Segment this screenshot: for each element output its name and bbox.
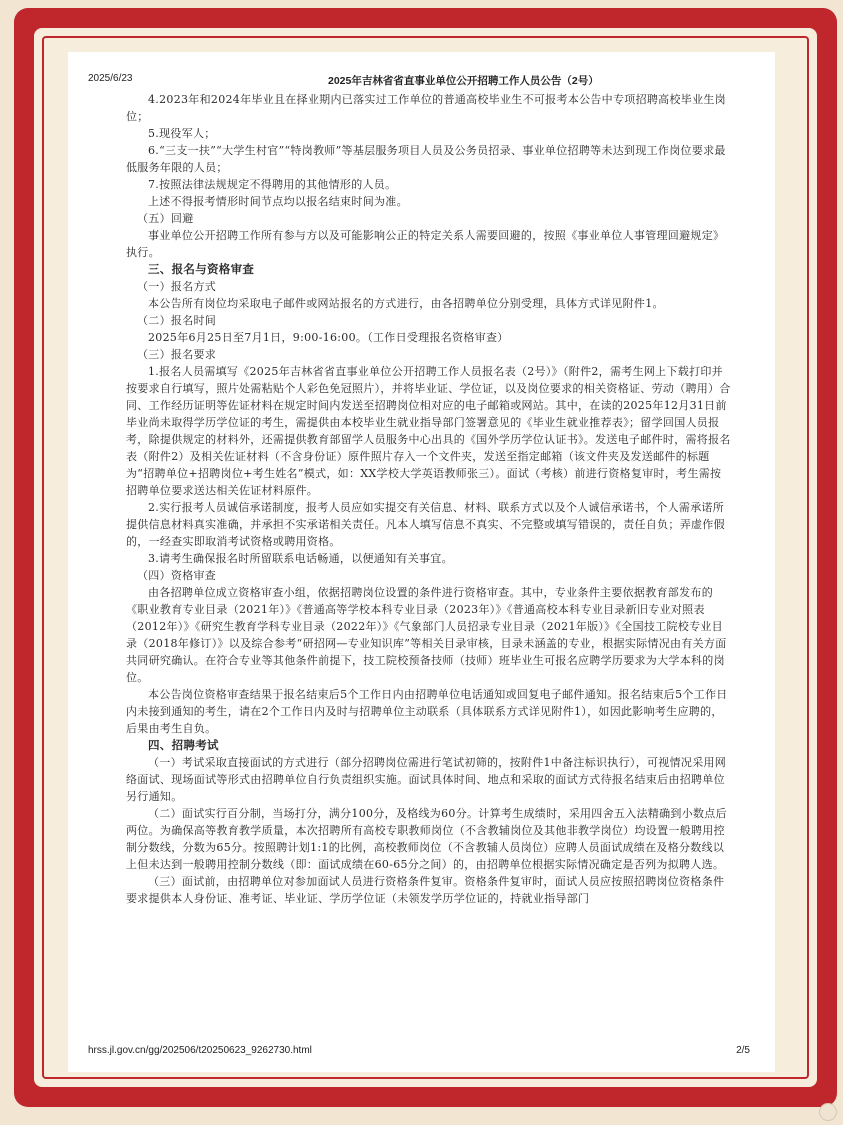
footer-url[interactable]: hrss.jl.gov.cn/gg/202506/t20250623_9262730.html xyxy=(88,1045,312,1056)
document-body xyxy=(126,91,731,907)
paragraph: 由各招聘单位成立资格审查小组，依据招聘岗位设置的条件进行资格审查。其中，专业条件主要依据教育部发布的《职业教育专业目录（2021年）》《普通高等学校本科专业目录（2023年）》《普通高校本科专业目录新旧专业对照表（2012年）》《研究生教育学科专业目录（2022年）》《气象部门人员招录专业目录（2021年版）》《全国技工院校专业目录（2018年修订）》以及综合参考“研招网—专业知识库”等相关目录审核，目录未涵盖的专业，根据实际情况由有关方面共同研究确认。在符合专业等其他条件前提下，技工院校预备技师（技师）班毕业生可报名应聘学历要求为大学本科的岗位。 xyxy=(126,586,727,684)
paragraph: （二）面试实行百分制，当场打分，满分100分，及格线为60分。计算考生成绩时，采用四舍五入法精确到小数点后两位。为确保高等教育教学质量，本次招聘所有高校专职教师岗位（不含教辅岗位及其他非教学岗位）均设置一般聘用控制分数线，分数为65分。按照聘计划1:1的比例，高校教师岗位（不含教辅人员岗位）应聘人员面试成绩在及格分数线以上但未达到一般聘用控制分数线（即：面试成绩在60-65分之间）的，由招聘单位根据实际情况确定是否列为拟聘人选。 xyxy=(126,807,727,871)
section-heading: 四、招聘考试 xyxy=(148,738,219,752)
paragraph: 上述不得报考情形时间节点均以报名结束时间为准。 xyxy=(148,195,408,208)
paragraph: 2.实行报考人员诚信承诺制度，报考人员应如实提交有关信息、材料、联系方式以及个人诚信承诺书，个人需承诺所提供信息材料真实准确，并承担不实承诺相关责任。凡本人填写信息不真实、不完整或填写错误的，责任自负；弄虚作假的，一经查实即取消考试资格或聘用资格。 xyxy=(126,501,725,548)
subsection-heading: （四）资格审查 xyxy=(137,569,217,582)
paragraph: 1.报名人员需填写《2025年吉林省省直事业单位公开招聘工作人员报名表（2号）》（附件2，需考生网上下载打印并按要求自行填写，照片处需粘贴个人彩色免冠照片），并将毕业证、学位证，以及岗位要求的相关资格证、劳动（聘用）合同、工作经历证明等佐证材料在规定时间内发送至招聘岗位相对应的电子邮箱或网站。其中，在读的2025年12月31日前毕业尚未取得学历学位证的考生，需提供由本校毕业生就业指导部门签署意见的《毕业生就业推荐表》；留学回国人员报考，除提供规定的材料外，还需提供教育部留学人员服务中心出具的《国外学历学位认证书》。发送电子邮件时，需将报名表（附件2）及相关佐证材料（不含身份证）原件照片存入一个文件夹，发送至指定邮箱（该文件夹及发送邮件的标题为“招聘单位+招聘岗位+考生姓名”模式，如：XX学校大学英语教师张三）。面试（考核）前进行资格复审时，考生需按招聘单位要求送达相关佐证材料原件。 xyxy=(126,365,731,497)
subsection-heading: （三）报名要求 xyxy=(137,348,217,361)
paragraph: （一）考试采取直接面试的方式进行（部分招聘岗位需进行笔试初筛的，按附件1中备注标识执行），可视情况采用网络面试、现场面试等形式由招聘单位自行负责组织实施。面试具体时间、地点和采取的面试方式待报名结束后由招聘单位另行通知。 xyxy=(126,756,727,803)
paragraph: 6.“三支一扶”“大学生村官”“特岗教师”等基层服务项目人员及公务员招录、事业单位招聘等未达到现工作岗位要求最低服务年限的人员； xyxy=(126,144,726,174)
subsection-heading: （五）回避 xyxy=(137,212,194,225)
corner-badge-icon xyxy=(819,1103,837,1121)
paragraph: 2025年6月25日至7月1日，9:00-16:00。（工作日受理报名资格审查） xyxy=(148,331,509,344)
section-heading: 三、报名与资格审查 xyxy=(148,262,255,276)
paragraph: 4.2023年和2024年毕业且在择业期内已落实过工作单位的普通高校毕业生不可报考本公告中专项招聘高校毕业生岗位； xyxy=(126,93,726,123)
document-header-title: 2025年吉林省省直事业单位公开招聘工作人员公告（2号） xyxy=(328,75,599,87)
subsection-heading: （二）报名时间 xyxy=(137,314,217,327)
subsection-heading: （一）报名方式 xyxy=(137,280,217,293)
paragraph: 事业单位公开招聘工作所有参与方以及可能影响公正的特定关系人需要回避的，按照《事业单位人事管理回避规定》执行。 xyxy=(126,229,725,259)
paragraph: 3.请考生确保报名时所留联系电话畅通，以便通知有关事宜。 xyxy=(148,552,453,565)
paragraph: （三）面试前，由招聘单位对参加面试人员进行资格条件复审。资格条件复审时，面试人员应按照招聘岗位资格条件要求提供本人身份证、准考证、毕业证、学历学位证（未领发学历学位证的，持就业指导部门 xyxy=(126,875,725,905)
page-number: 2/5 xyxy=(736,1045,750,1056)
print-date: 2025/6/23 xyxy=(88,73,133,84)
paragraph: 本公告所有岗位均采取电子邮件或网站报名的方式进行，由各招聘单位分别受理，具体方式详见附件1。 xyxy=(148,297,664,310)
paragraph: 5.现役军人； xyxy=(148,127,216,140)
paragraph: 本公告岗位资格审查结果于报名结束后5个工作日内由招聘单位电话通知或回复电子邮件通知。报名结束后5个工作日内未接到通知的考生，请在2个工作日内及时与招聘单位主动联系（具体联系方式详见附件1），如因此影响考生应聘的，后果由考生自负。 xyxy=(126,688,728,735)
paragraph: 7.按照法律法规规定不得聘用的其他情形的人员。 xyxy=(148,178,397,191)
document-page xyxy=(68,52,775,1072)
